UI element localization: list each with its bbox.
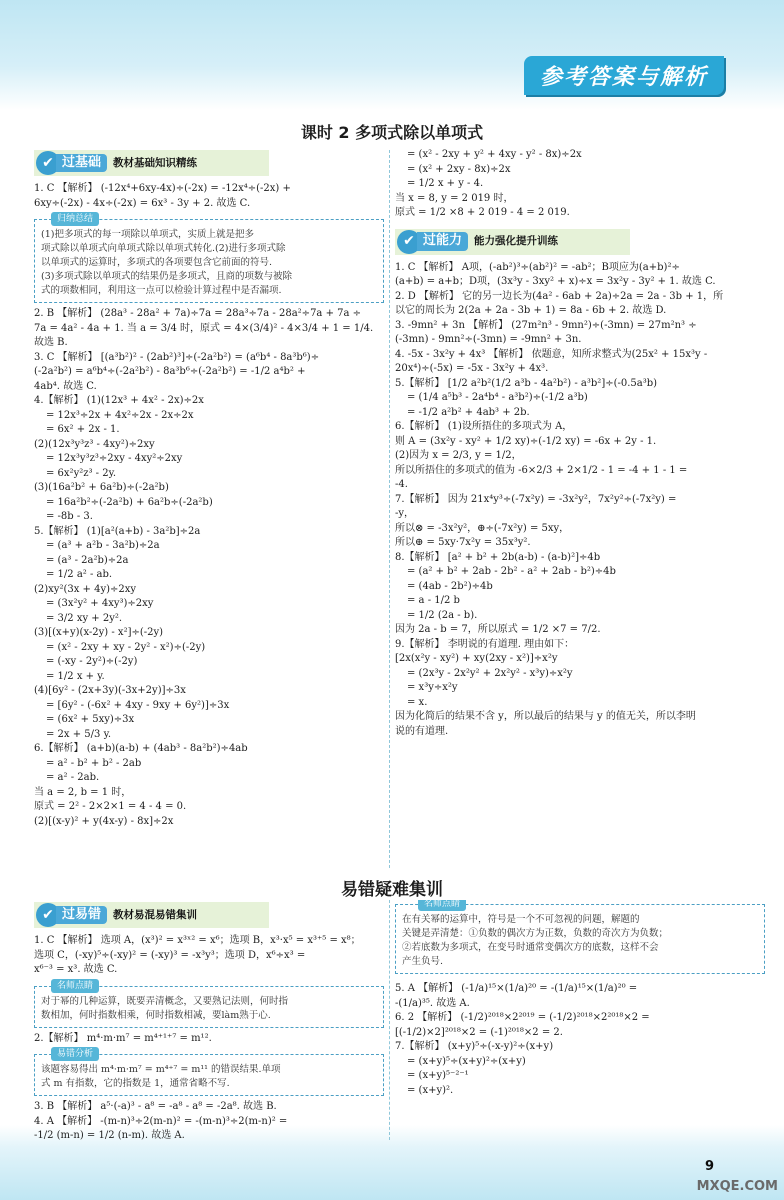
answer-line: 2.【解析】 m⁴·m·m⁷ = m⁴⁺¹⁺⁷ = m¹². (34, 1032, 212, 1044)
answer-line: = a² - b² + b² - 2ab (46, 757, 142, 769)
answer-line: = 16a²b²÷(-2a²b) + 6a²b÷(-2a²b) (46, 496, 213, 508)
left-column (34, 150, 384, 870)
banner-basic-main: 过基础 (56, 154, 107, 173)
answer-line: 所以所捂住的多项式的值为 -6×2/3 + 2×1/2 - 1 = -4 + 1 - 1 = (395, 464, 688, 476)
answer-line: = (2x³y - 2x²y² + 2x²y² - x³y)÷x²y (407, 667, 573, 679)
answer-line: (2)xy²(3x + 4y)÷2xy (34, 583, 137, 595)
answer-line: 3. -9mn² + 3n 【解析】 (27m²n³ - 9mn²)÷(-3mn) = 27m²n³ ÷ (395, 319, 697, 331)
note-line: 以单项式的运算时，多项式的各项要包含它前面的符号. (41, 257, 273, 268)
answer-line: = 12x³y³z³÷2xy - 4xy²÷2xy (46, 453, 183, 464)
right-answers (395, 261, 765, 740)
answer-line: (2)(12x³y³z³ - 4xy²)÷2xy (34, 438, 155, 450)
answer-line: (-3mn) - 9mn²÷(-3mn) = -9mn² + 3n. (395, 334, 582, 345)
check-icon: ✔ (36, 151, 60, 175)
answer-line: 因为化简后的结果不含 y，所以最后的结果与 y 的值无关，所以李明 (395, 711, 696, 722)
note-mistake-label: 易错分析 (51, 1047, 99, 1061)
banner-basic-sub: 教材基础知识精练 (113, 156, 198, 169)
answer-line: 6. 2 【解析】 (-1/2)²⁰¹⁸×2²⁰¹⁹ = (-1/2)²⁰¹⁸×2²⁰¹⁸×2 = (395, 1012, 650, 1023)
check-icon: ✔ (397, 230, 421, 254)
right-column (395, 148, 765, 868)
banner-error-sub: 教材易混易错集训 (113, 908, 198, 921)
answer-line: = 6x²y²z³ - 2y. (46, 467, 117, 479)
answer-line: 故选 B. (34, 337, 68, 348)
answer-line: = 2x + 5/3 y. (46, 728, 112, 740)
answer-line: = (3x²y² + 4xy³)÷2xy (46, 598, 154, 609)
answer-line: = -8b - 3. (46, 511, 93, 522)
answer-line: = 12x³÷2x + 4x²÷2x - 2x÷2x (46, 409, 194, 421)
answer-line: 原式 = 1/2 ×8 + 2 019 - 4 = 2 019. (395, 207, 570, 218)
banner-error (34, 902, 269, 928)
note-line: 式 m 有指数，它的指数是 1，通常省略不写. (41, 1078, 230, 1089)
answer-line: = a - 1/2 b (407, 595, 460, 606)
note-line: 关键是弄清楚：①负数的偶次方为正数，负数的奇次方为负数； (402, 928, 669, 939)
answer-line: = (x² - 2xy + xy - 2y² - x²)÷(-2y) (46, 641, 206, 653)
answer-line: (2)[(x-y)² + y(4x-y) - 8x]÷2x (34, 815, 174, 827)
answer-line: (-2a²b²) = a⁶b⁴÷(-2a²b²) - 8a³b⁶÷(-2a²b²) = -1/2 a⁴b² + (34, 366, 306, 377)
answer-line: = (6x² + 5xy)÷3x (46, 714, 135, 725)
answer-line: 当 x = 8, y = 2 019 时， (395, 192, 514, 204)
answer-line: = x. (407, 696, 428, 708)
answer-line: = (a³ + a²b - 3a²b)÷2a (46, 540, 160, 551)
answer-line: 当 a = 2, b = 1 时， (34, 786, 132, 798)
answer-line: = (a³ - 2a²b)÷2a (46, 554, 129, 566)
note-mistake-lines (41, 1063, 377, 1091)
answer-line: 6.【解析】 (a+b)(a-b) + (4ab³ - 8a²b²)÷4ab (34, 743, 248, 754)
answer-line: 7.【解析】 (x+y)⁵÷(-x-y)²÷(x+y) (395, 1041, 554, 1052)
answer-line: = (x+y)². (407, 1084, 454, 1096)
answer-line: = [6y² - (-6x² + 4xy - 9xy + 6y²)]÷3x (46, 699, 230, 711)
answer-line: (a+b) = a+b；D项，(3x³y - 3xy² + x)÷x = 3x²y - 3y² + 1. 故选 C. (395, 276, 716, 287)
answer-line: -4. (395, 479, 408, 490)
answer-line: = 6x² + 2x - 1. (46, 424, 120, 435)
answer-line: 4.【解析】 (1)(12x³ + 4x² - 2x)÷2x (34, 395, 204, 406)
note-teacher-2 (395, 900, 765, 974)
answer-line: (2)因为 x = 2/3, y = 1/2， (395, 450, 522, 461)
answer-line: 20x⁴)÷(-5x) = -5x - 3x²y + 4x³. (395, 363, 549, 374)
answer-line: 4. A 【解析】 -(m-n)³÷2(m-n)² = -(m-n)³÷2(m-n)² = (34, 1115, 288, 1127)
note-summary-lines (41, 228, 377, 298)
answer-line: = (a² + b² + 2ab - 2b² - a² + 2ab - b²)÷4b (407, 566, 616, 577)
answer-line: 所以⊗ = -3x²y²，⊕÷(-7x²y) = 5xy， (395, 522, 570, 534)
note-teacher-2-label: 名师点睛 (418, 900, 466, 911)
note-line: 式的项数相同，利用这一点可以检验计算过程中是否漏项. (41, 285, 282, 296)
note-line: (1)把多项式的每一项除以单项式，实质上就是把多 (41, 229, 254, 240)
answer-line: = (4ab - 2b²)÷4b (407, 580, 493, 592)
note-teacher-1-lines (41, 995, 377, 1023)
note-line: 在有关幂的运算中，符号是一个不可忽视的问题，解题的 (402, 914, 640, 925)
note-line: 对于幂的几种运算，既要弄清概念，又要熟记法则，何时指 (41, 995, 289, 1007)
answer-line: 1. C 【解析】 (-12x⁴+6xy-4x)÷(-2x) = -12x⁴÷(-2x) + (34, 183, 291, 194)
left-column-lower (34, 902, 384, 1142)
note-mistake (34, 1049, 384, 1096)
answer-line: 2. D 【解析】 它的另一边长为(4a² - 6ab + 2a)÷2a = 2a - 3b + 1，所 (395, 290, 724, 302)
answer-line: = (1/4 a⁵b³ - 2a⁴b⁴ - a³b²)÷(-1/2 a³b) (407, 392, 588, 403)
banner-error-main: 过易错 (56, 906, 107, 925)
answer-line: = (x+y)⁵÷(x+y)²÷(x+y) (407, 1055, 526, 1067)
column-divider (389, 150, 390, 868)
column-divider-lower (389, 900, 390, 1140)
note-teacher-1-label: 名师点睛 (51, 979, 99, 993)
answer-line: 3. C 【解析】 [(a³b²)² - (2ab²)³]÷(-2a²b²) = (a⁶b⁴ - 8a³b⁶)÷ (34, 351, 320, 363)
answer-line: = (x+y)⁵⁻²⁻¹ (407, 1070, 469, 1081)
section-title: 易错疑难集训 (341, 880, 443, 900)
page-number: 9 (704, 1159, 714, 1174)
answer-line: = -1/2 a²b² + 4ab³ + 2b. (407, 406, 530, 418)
answer-line: = 3/2 xy + 2y². (46, 612, 123, 624)
answer-line: 8.【解析】 [a² + b² + 2b(a-b) - (a-b)²]÷4b (395, 551, 601, 563)
answer-line: = (-xy - 2y²)÷(-2y) (46, 656, 138, 667)
banner-ability-main: 过能力 (417, 232, 468, 251)
answer-line: 则 A = (3x²y - xy² + 1/2 xy)÷(-1/2 xy) = -6x + 2y - 1. (395, 435, 657, 447)
answer-line: 9.【解析】 李明说的有道理. 理由如下： (395, 638, 575, 650)
answer-line: 3. B 【解析】 a⁵·(-a)³ - a⁸ = -a⁸ - a⁸ = -2a⁸. 故选 B. (34, 1101, 277, 1112)
answer-line: 所以⊕ = 5xy·7x²y = 35x³y². (395, 537, 531, 548)
lower-answers-2 (34, 1032, 384, 1047)
answer-line: 1. C 【解析】 A项，(-ab²)³÷(ab²)² = -ab²；B项应为(a+b)²÷ (395, 261, 680, 273)
answer-line: 2. B 【解析】 (28a³ - 28a² + 7a)÷7a = 28a³÷7a - 28a²÷7a + 7a ÷ (34, 308, 362, 319)
answer-line: -(1/a)³⁵. 故选 A. (395, 997, 470, 1009)
answer-line: 选项 C，(-xy)⁵÷(-xy)² = (-xy)³ = -x³y³；选项 D，x⁶÷x³ = (34, 949, 306, 961)
answer-line: (3)[(x+y)(x-2y) - x²]÷(-2y) (34, 627, 164, 638)
right-column-lower (395, 900, 765, 1140)
answer-line: 5.【解析】 [1/2 a²b²(1/2 a³b - 4a²b²) - a³b²]÷(-0.5a³b) (395, 377, 658, 389)
note-teacher-1 (34, 980, 384, 1028)
check-icon: ✔ (36, 903, 60, 927)
answer-line: = (x² + 2xy - 8x)÷2x (407, 163, 511, 175)
answer-line: [(-1/2)×2]²⁰¹⁸×2 = (-1)²⁰¹⁸×2 = 2. (395, 1026, 563, 1038)
answer-line: (4)[6y² - (2x+3y)(-3x+2y)]÷3x (34, 685, 186, 696)
answer-line: = 1/2 (2a - b). (407, 609, 478, 621)
right-answers-continued (395, 148, 765, 221)
answer-line: 7.【解析】 因为 21x⁴y³÷(-7x²y) = -3x²y²，7x²y²÷(-7x²y) = (395, 493, 677, 505)
answer-line: 6.【解析】 (1)设所捂住的多项式为 A， (395, 421, 573, 432)
answer-line: (3)(16a²b² + 6a²b)÷(-2a²b) (34, 482, 169, 493)
answer-line: -y， (395, 508, 415, 519)
right-lower-answers (395, 982, 765, 1098)
answer-line: 原式 = 2² - 2×2×1 = 4 - 4 = 0. (34, 801, 187, 812)
answer-line: = a² - 2ab. (46, 772, 100, 783)
lower-answers-1 (34, 934, 384, 978)
answer-line: 因为 2a - b = 7，所以原式 = 1/2 ×7 = 7/2. (395, 624, 601, 635)
note-teacher-2-lines (402, 913, 758, 969)
answer-line: [2x(x²y - xy²) + xy(2xy - x²)]÷x²y (395, 653, 558, 664)
answer-line: = x³y÷x²y (407, 682, 458, 693)
answer-line: 4. -5x - 3x²y + 4x³ 【解析】 依题意，知所求整式为(25x² + 15x³y - (395, 348, 708, 360)
answer-line: 说的有道理. (395, 725, 449, 737)
answer-line: 5. A 【解析】 (-1/a)¹⁵×(1/a)²⁰ = -(1/a)¹⁵×(1/a)²⁰ = (395, 983, 638, 994)
note-line: 产生负号. (402, 956, 444, 967)
left-answers-a (34, 182, 384, 211)
answer-line: 7a = 4a² - 4a + 1. 当 a = 3/4 时，原式 = 4×(3/4)² - 4×3/4 + 1 = 1/4. (34, 322, 374, 334)
left-answers-b (34, 307, 384, 829)
note-line: 数相加，何时指数相乘，何时指数相减，要làm熟于心. (41, 1009, 271, 1021)
answer-line: 6xy÷(-2x) - 4x÷(-2x) = 6x³ - 3y + 2. 故选 C. (34, 197, 251, 209)
banner-ability (395, 229, 630, 255)
answer-line: = 1/2 x + y - 4. (407, 178, 484, 189)
answer-line: = (x² - 2xy + y² + 4xy - y² - 8x)÷2x (407, 149, 582, 160)
lower-answers-3 (34, 1100, 384, 1142)
header-title: 参考答案与解析 (524, 56, 724, 95)
lesson-title: 课时 2 多项式除以单项式 (300, 123, 484, 142)
note-summary-label: 归纳总结 (51, 212, 99, 226)
note-line: 该题容易得出 m⁴·m·m⁷ = m⁴⁺⁷ = m¹¹ 的错误结果.单项 (41, 1064, 281, 1075)
banner-basic (34, 150, 269, 176)
answer-line: 5.【解析】 (1)[a²(a+b) - 3a²b]÷2a (34, 525, 201, 537)
answer-line: -1/2 (m-n) = 1/2 (n-m). 故选 A. (34, 1130, 185, 1141)
watermark: MXQE.COM (696, 1179, 778, 1194)
answer-line: = 1/2 x + y. (46, 670, 105, 682)
note-line: 项式除以单项式向单项式除以单项式转化.(2)进行多项式除 (41, 243, 286, 254)
answer-line: 1. C 【解析】 选项 A，(x³)² = x³ˣ² = x⁶；选项 B，x³·x⁵ = x³⁺⁵ = x⁸； (34, 935, 361, 946)
note-summary (34, 214, 384, 303)
answer-line: 以它的周长为 2(2a + 2a - 3b + 1) = 8a - 6b + 2. 故选 D. (395, 305, 667, 316)
banner-ability-sub: 能力强化提升训练 (474, 235, 559, 248)
answer-line: 4ab⁴. 故选 C. (34, 380, 97, 392)
answer-line: = 1/2 a² - ab. (46, 569, 113, 580)
answer-line: x⁶⁻³ = x³. 故选 C. (34, 964, 118, 975)
note-line: ②若底数为多项式，在变号时通常变偶次方的底数，这样不会 (402, 942, 659, 953)
note-line: (3)多项式除以单项式的结果仍是多项式，且商的项数与被除 (41, 271, 292, 282)
